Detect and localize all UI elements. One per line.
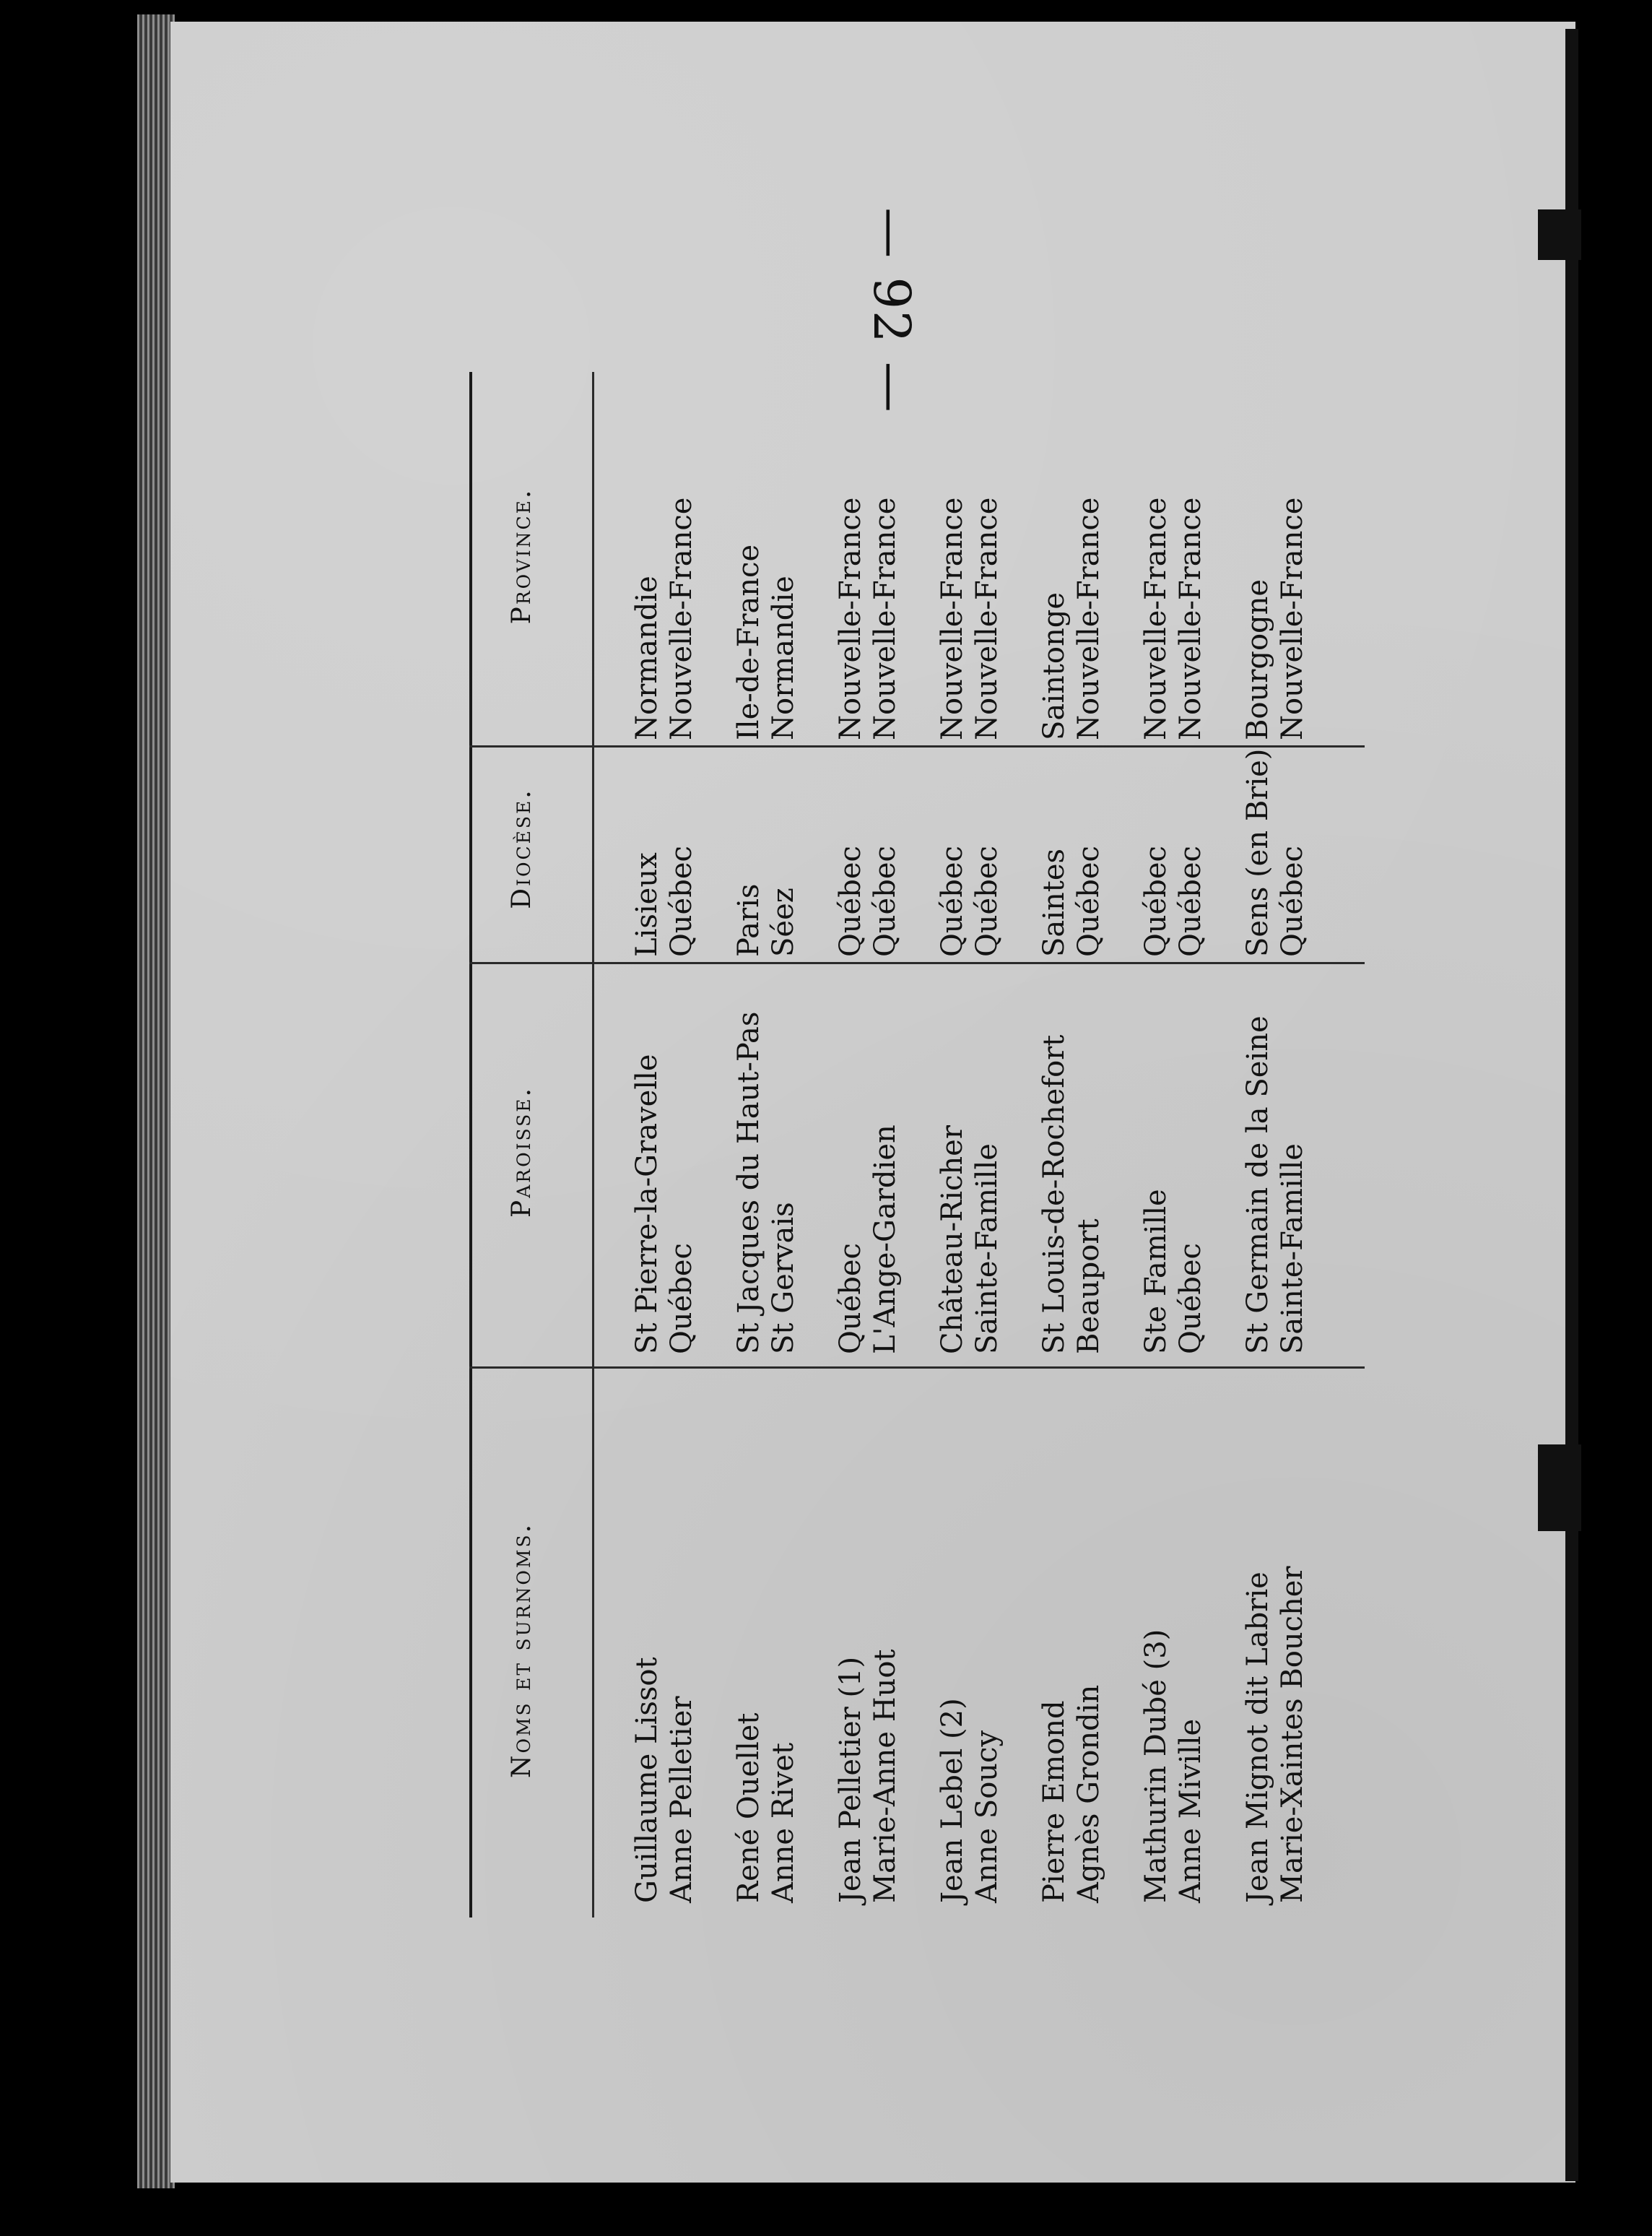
- cell-province: Nouvelle-France: [834, 497, 867, 740]
- cell-diocese: Paris: [732, 883, 765, 957]
- cell-paroisse: St Gervais: [767, 1202, 800, 1354]
- header-province: Province.: [507, 488, 536, 625]
- cell-province: Nouvelle-France: [1174, 497, 1207, 740]
- header-diocese: Diocèse.: [507, 788, 536, 909]
- cell-diocese: Québec: [970, 846, 1004, 957]
- column-separator: [469, 745, 1365, 748]
- cell-diocese: Québec: [1072, 846, 1105, 957]
- cell-province: Nouvelle-France: [1276, 497, 1309, 740]
- cell-paroisse: Québec: [834, 1243, 867, 1354]
- cell-paroisse: L'Ange-Gardien: [869, 1124, 902, 1354]
- cell-paroisse: St Germain de la Seine: [1241, 1015, 1274, 1354]
- cell-diocese: Séez: [767, 888, 800, 957]
- cell-diocese: Québec: [936, 846, 969, 957]
- cell-diocese: Québec: [1276, 846, 1309, 957]
- cell-paroisse: St Louis-de-Rochefort: [1038, 1034, 1071, 1354]
- cell-noms: Jean Lebel (2): [936, 1698, 969, 1903]
- cell-paroisse: Sainte-Famille: [970, 1143, 1004, 1354]
- cell-province: Nouvelle-France: [936, 497, 969, 740]
- cell-noms: Anne Soucy: [970, 1730, 1004, 1903]
- cell-province: Ile-de-France: [732, 544, 765, 740]
- binding-strip: [1565, 29, 1578, 2181]
- cell-noms: René Ouellet: [732, 1712, 765, 1903]
- header-rule: [592, 372, 594, 1918]
- cell-province: Bourgogne: [1241, 578, 1274, 740]
- cell-diocese: Lisieux: [630, 852, 664, 957]
- cell-noms: Anne Pelletier: [665, 1696, 698, 1903]
- cell-paroisse: St Jacques du Haut-Pas: [732, 1011, 765, 1354]
- cell-diocese: Sens (en Brie): [1241, 748, 1274, 957]
- genealogy-table: [469, 372, 1365, 1918]
- cell-noms: Pierre Emond: [1038, 1700, 1071, 1903]
- binding-mark: [1538, 209, 1581, 260]
- table-top-rule: [469, 372, 472, 1918]
- header-noms: Noms et surnoms.: [507, 1522, 536, 1779]
- page-number: — 92 —: [862, 207, 921, 414]
- cell-noms: Mathurin Dubé (3): [1139, 1629, 1173, 1903]
- cell-noms: Jean Pelletier (1): [834, 1656, 867, 1903]
- cell-paroisse: Sainte-Famille: [1276, 1143, 1309, 1354]
- cell-noms: Marie-Xaintes Boucher: [1276, 1566, 1309, 1903]
- binding-mark: [1538, 1444, 1581, 1531]
- cell-noms: Jean Mignot dit Labrie: [1241, 1572, 1274, 1903]
- cell-paroisse: Ste Famille: [1139, 1189, 1173, 1354]
- header-paroisse: Paroisse.: [507, 1086, 536, 1218]
- cell-diocese: Québec: [1139, 846, 1173, 957]
- cell-province: Saintonge: [1038, 592, 1071, 740]
- cell-diocese: Saintes: [1038, 848, 1071, 957]
- cell-diocese: Québec: [869, 846, 902, 957]
- cell-paroisse: Château-Richer: [936, 1125, 969, 1354]
- cell-province: Nouvelle-France: [665, 497, 698, 740]
- cell-paroisse: St Pierre-la-Gravelle: [630, 1054, 664, 1354]
- cell-paroisse: Québec: [665, 1243, 698, 1354]
- cell-noms: Guillaume Lissot: [630, 1657, 664, 1903]
- cell-noms: Marie-Anne Huot: [869, 1649, 902, 1903]
- cell-province: Nouvelle-France: [1072, 497, 1105, 740]
- column-separator: [469, 962, 1365, 964]
- cell-province: Nouvelle-France: [869, 497, 902, 740]
- cell-noms: Anne Rivet: [767, 1742, 800, 1903]
- cell-province: Normandie: [630, 576, 664, 740]
- cell-province: Nouvelle-France: [1139, 497, 1173, 740]
- cell-diocese: Québec: [665, 846, 698, 957]
- cell-noms: Anne Miville: [1174, 1718, 1207, 1903]
- cell-province: Nouvelle-France: [970, 497, 1004, 740]
- column-separator: [469, 1366, 1365, 1369]
- cell-diocese: Québec: [834, 846, 867, 957]
- cell-noms: Agnès Grondin: [1072, 1684, 1105, 1903]
- cell-diocese: Québec: [1174, 846, 1207, 957]
- page-edges: [137, 14, 175, 2188]
- cell-province: Normandie: [767, 576, 800, 740]
- cell-paroisse: Québec: [1174, 1243, 1207, 1354]
- cell-paroisse: Beauport: [1072, 1218, 1105, 1354]
